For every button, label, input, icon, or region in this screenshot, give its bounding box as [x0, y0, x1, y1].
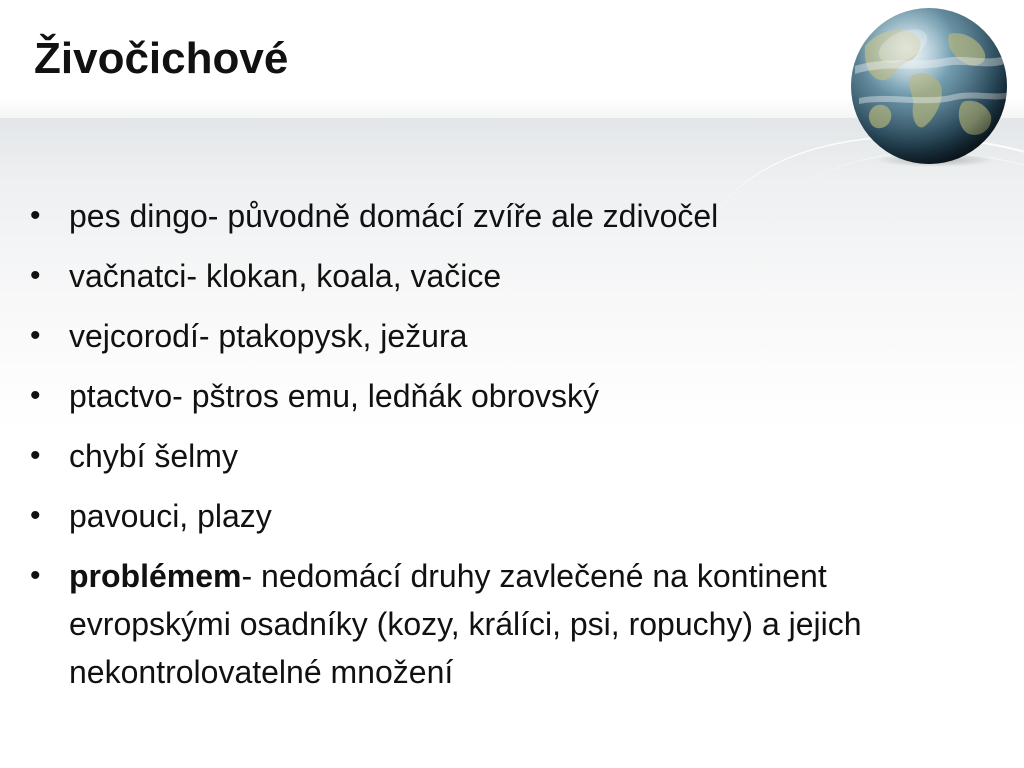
bullet-text: chybí šelmy — [69, 438, 238, 474]
bullet-item — [30, 552, 980, 696]
bullet-marker: • — [30, 199, 41, 232]
bullet-text: ptactvo- pštros emu, ledňák obrovský — [69, 378, 600, 414]
bullet-item — [30, 432, 980, 480]
bullet-text: pavouci, plazy — [69, 498, 272, 534]
bullet-marker: • — [30, 379, 41, 412]
bullet-marker: • — [30, 319, 41, 352]
bullet-bold-keyword: problémem — [69, 558, 242, 594]
bullet-marker: • — [30, 259, 41, 292]
slide-title: Živočichové — [34, 34, 289, 83]
bullet-item — [30, 192, 980, 240]
bullet-text: vejcorodí- ptakopysk, ježura — [69, 318, 468, 354]
bullet-item — [30, 252, 980, 300]
bullet-item — [30, 492, 980, 540]
bullet-text: - nedomácí druhy zavlečené na kontinent evropskými osadníky (kozy, králíci, psi, ropuchy) a jejich nekontrolovatelné množení — [69, 558, 862, 690]
bullet-list — [30, 192, 980, 708]
bullet-marker: • — [30, 499, 41, 532]
globe-icon — [845, 6, 1013, 168]
bullet-marker: • — [30, 439, 41, 472]
bullet-item — [30, 312, 980, 360]
bullet-marker: • — [30, 559, 41, 592]
bullet-item — [30, 372, 980, 420]
bullet-text: vačnatci- klokan, koala, vačice — [69, 258, 502, 294]
bullet-text: pes dingo- původně domácí zvíře ale zdivočel — [69, 198, 719, 234]
